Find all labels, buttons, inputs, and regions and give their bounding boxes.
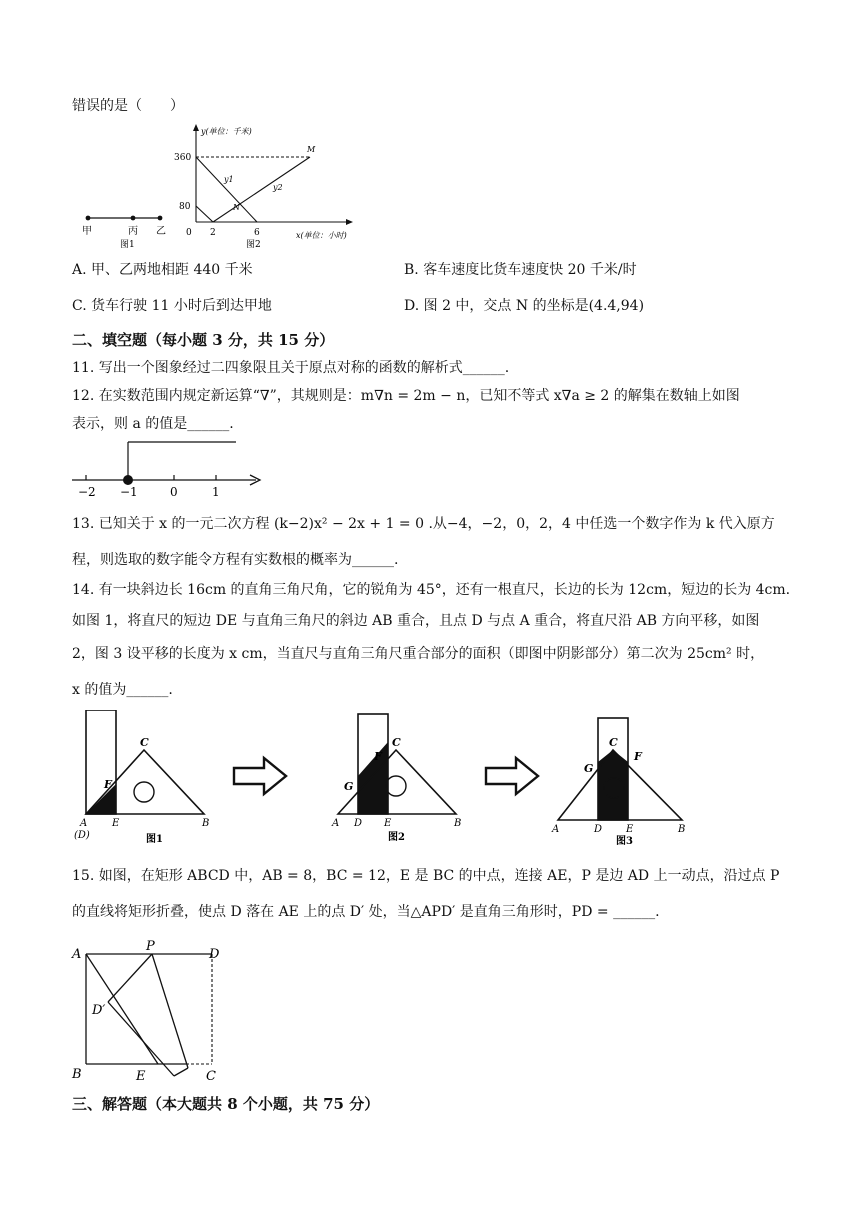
tick-0: 0	[170, 485, 178, 498]
arrow-right-icon	[486, 758, 538, 794]
svg-text:E: E	[626, 824, 634, 835]
fig2-label-M: M	[307, 145, 316, 154]
q14-fig2-label: 图2	[388, 832, 405, 843]
arrow-right-icon	[234, 758, 286, 794]
q14-line2: 如图 1，将直尺的短边 DE 与直角三角尺的斜边 AB 重合，且点 D 与点 A 重合，将直尺沿 AB 方向平移，如图	[72, 613, 760, 629]
fig2-x-axis-label: x(单位：小时)	[296, 231, 347, 240]
q14-line3: 2，图 3 设平移的长度为 x cm，当直尺与直角三角尺重合部分的面积（即图中阴影部分）第二次为 25cm² 时，	[72, 646, 765, 662]
svg-text:D: D	[594, 824, 603, 835]
q11-text: 11. 写出一个图象经过二四象限且关于原点对称的函数的解析式______.	[72, 360, 510, 376]
q10-figures	[70, 124, 390, 254]
fig2-label-y1: y1	[224, 175, 234, 184]
closed-point	[123, 475, 133, 485]
fig2-y-axis-label: y(单位：千米)	[201, 127, 252, 136]
svg-text:A: A	[80, 818, 88, 829]
svg-text:E: E	[384, 818, 392, 829]
q10-prompt: 错误的是（ ）	[72, 98, 184, 114]
svg-text:D: D	[354, 818, 363, 829]
q10-fig1	[82, 216, 166, 250]
fig2-label: 图2	[246, 240, 261, 250]
svg-text:B: B	[72, 1067, 82, 1082]
q12-number-line	[70, 436, 270, 498]
svg-text:F: F	[104, 778, 112, 791]
svg-text:E: E	[112, 818, 120, 829]
tick-neg2: −2	[78, 485, 96, 498]
fig1-point-yi: 乙	[156, 226, 166, 237]
q13-line1: 13. 已知关于 x 的一元二次方程 (k−2)x² − 2x + 1 = 0 .从−4，−2，0，2，4 中任选一个数字作为 k 代入原方	[72, 516, 775, 532]
q14-figures	[74, 710, 714, 846]
fig1-point-bing: 丙	[128, 226, 138, 237]
svg-text:P: P	[146, 940, 155, 954]
svg-text:C: C	[140, 736, 149, 749]
svg-text:F: F	[374, 750, 382, 763]
q15-line1: 15. 如图，在矩形 ABCD 中，AB = 8，BC = 12，E 是 BC 的中点，连接 AE，P 是边 AD 上一动点，沿过点 P	[72, 868, 780, 884]
svg-text:A: A	[332, 818, 340, 829]
svg-text:E: E	[136, 1069, 146, 1084]
q13-line2: 程，则选取的数字能令方程有实数根的概率为______.	[72, 552, 399, 568]
section3-heading: 三、解答题（本大题共 8 个小题，共 75 分）	[72, 1095, 380, 1113]
q10-option-c: C. 货车行驶 11 小时后到达甲地	[72, 298, 272, 314]
q10-option-a: A. 甲、乙两地相距 440 千米	[72, 262, 253, 278]
fig2-x-tick-2: 2	[210, 228, 216, 238]
q14-fig3-label: 图3	[616, 836, 633, 846]
svg-text:B: B	[202, 818, 210, 829]
svg-text:G: G	[344, 780, 354, 793]
q15-line2: 的直线将矩形折叠，使点 D 落在 AE 上的点 D′ 处，当△APD′ 是直角三角形时，PD = ______.	[72, 904, 660, 920]
q12-line1: 12. 在实数范围内规定新运算“∇”，其规则是：m∇n = 2m − n，已知不等式 x∇a ≥ 2 的解集在数轴上如图	[72, 388, 740, 404]
tick-neg1: −1	[120, 485, 138, 498]
svg-text:F: F	[634, 750, 642, 763]
svg-text:C: C	[609, 736, 618, 749]
q10-fig2	[174, 124, 353, 250]
q14-fig1-label: 图1	[146, 834, 163, 845]
fig2-origin: 0	[186, 228, 192, 238]
fig1-point-jia: 甲	[82, 226, 92, 237]
q10-option-b: B. 客车速度比货车速度快 20 千米/时	[404, 262, 637, 278]
fig1-label: 图1	[120, 240, 135, 250]
section2-heading: 二、填空题（每小题 3 分，共 15 分）	[72, 331, 335, 349]
svg-text:(D): (D)	[74, 830, 90, 841]
q14-fig3	[551, 718, 685, 846]
q12-line2: 表示，则 a 的值是______.	[72, 416, 234, 432]
svg-text:A: A	[72, 947, 82, 962]
q14-line4: x 的值为______.	[72, 682, 173, 698]
q15-figure	[66, 940, 236, 1086]
svg-text:C: C	[206, 1069, 216, 1084]
svg-text:B: B	[678, 824, 686, 835]
svg-text:G: G	[584, 762, 594, 775]
q10-option-d: D. 图 2 中，交点 N 的坐标是(4.4,94)	[404, 298, 645, 314]
svg-text:A: A	[552, 824, 560, 835]
fig2-y-tick-360: 360	[174, 153, 192, 163]
q14-fig2	[331, 714, 461, 843]
svg-text:C: C	[392, 736, 401, 749]
q14-line1: 14. 有一块斜边长 16cm 的直角三角尺角，它的锐角为 45°，还有一根直尺，长边的长为 12cm，短边的长为 4cm.	[72, 582, 791, 598]
tick-1: 1	[212, 485, 220, 498]
q14-fig1	[74, 710, 209, 845]
fig2-y-tick-80: 80	[179, 202, 191, 212]
fig2-x-tick-6: 6	[254, 228, 260, 238]
fig2-label-N: N	[233, 203, 240, 212]
svg-text:D: D	[209, 947, 220, 962]
fig2-label-y2: y2	[273, 183, 283, 192]
svg-text:D′: D′	[92, 1003, 106, 1018]
svg-text:B: B	[454, 818, 462, 829]
